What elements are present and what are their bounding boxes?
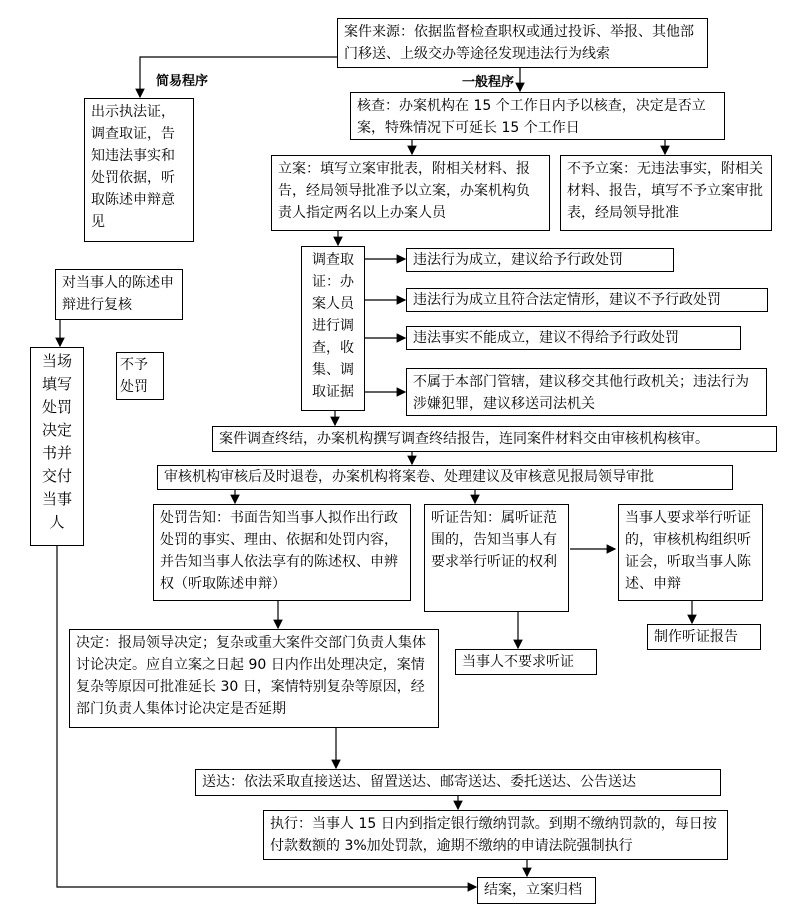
hearing-notice-box: 听证告知：属听证范围的，告知当事人有要求举行听证的权利	[424, 504, 569, 612]
execution-box: 执行：当事人 15 日内到指定银行缴纳罚款。到期不缴纳罚款的，每日按付款数额的 3%加处罚款，逾期不缴纳的申请法院强制执行	[263, 810, 728, 860]
penalty-notice-box: 处罚告知：书面告知当事人拟作出行政处罚的事实、理由、依据和处罚内容，并告知当事人依法享有的陈述权、申辨权（听取陈述申辩）	[153, 504, 411, 601]
onsite-decision-box: 当场填写处罚决定书并交付当事人	[30, 347, 84, 546]
outcome-box: 违法行为成立且符合法定情形，建议不予行政处罚	[406, 288, 768, 312]
investigate-box: 调查取证：办案人员进行调查，收集、调取证据	[301, 246, 365, 411]
outcome-box: 不属于本部门管辖，建议移交其他行政机关；违法行为涉嫌犯罪，建议移送司法机关	[406, 368, 767, 416]
hearing-request-box: 当事人要求举行听证的，审核机构组织听证会，听取当事人陈述、申辩	[618, 504, 763, 601]
delivery-box: 送达：依法采取直接送达、留置送达、邮寄送达、委托送达、公告送达	[195, 769, 721, 796]
register-box: 立案：填写立案审批表，附相关材料、报告，经局领导批准予以立案，办案机构负责人指定两名以上办案人员	[271, 155, 550, 231]
verify-box: 核查：办案机构在 15 个工作日内予以核查，决定是否立案，特殊情况下可延长 15 个工作日	[350, 92, 725, 140]
hearing-report-box: 制作听证报告	[647, 624, 761, 650]
audit-box: 审核机构审核后及时退卷，办案机构将案卷、处理建议及审核意见报局领导审批	[157, 465, 733, 490]
simple-procedure-label: 简易程序	[156, 74, 209, 89]
decision-box: 决定：报局领导决定；复杂或重大案件交部门负责人集体讨论决定。应自立案之日起 90 日内作出处理决定，案情复杂等原因可批准延长 30 日，案情特别复杂等原因，经部门负责人集体讨论决定是否延期	[69, 629, 439, 728]
no-penalty-box: 不予处罚	[116, 352, 164, 400]
simple-steps-box: 出示执法证，调查取证，告知违法事实和处罚依据，听取陈述申辩意见	[84, 98, 194, 242]
review-statement-box: 对当事人的陈述申辩进行复核	[55, 269, 183, 320]
closing-box: 结案，立案归档	[477, 877, 596, 904]
not-register-box: 不予立案：无违法事实，附相关材料、报告，填写不予立案审批表，经局领导批准	[560, 155, 772, 231]
outcome-box: 违法行为成立，建议给予行政处罚	[406, 248, 674, 272]
general-procedure-label: 一般程序	[462, 75, 515, 90]
case-source-box: 案件来源：依据监督检查职权或通过投诉、举报、其他部门移送、上级交办等途径发现违法行为线索	[337, 18, 708, 68]
outcome-box: 违法事实不能成立，建议不得给予行政处罚	[406, 326, 741, 350]
no-hearing-box: 当事人不要求听证	[455, 649, 597, 675]
investigation-end-box: 案件调查终结，办案机构撰写调查终结报告，连同案件材料交由审核机构核审。	[212, 426, 777, 452]
